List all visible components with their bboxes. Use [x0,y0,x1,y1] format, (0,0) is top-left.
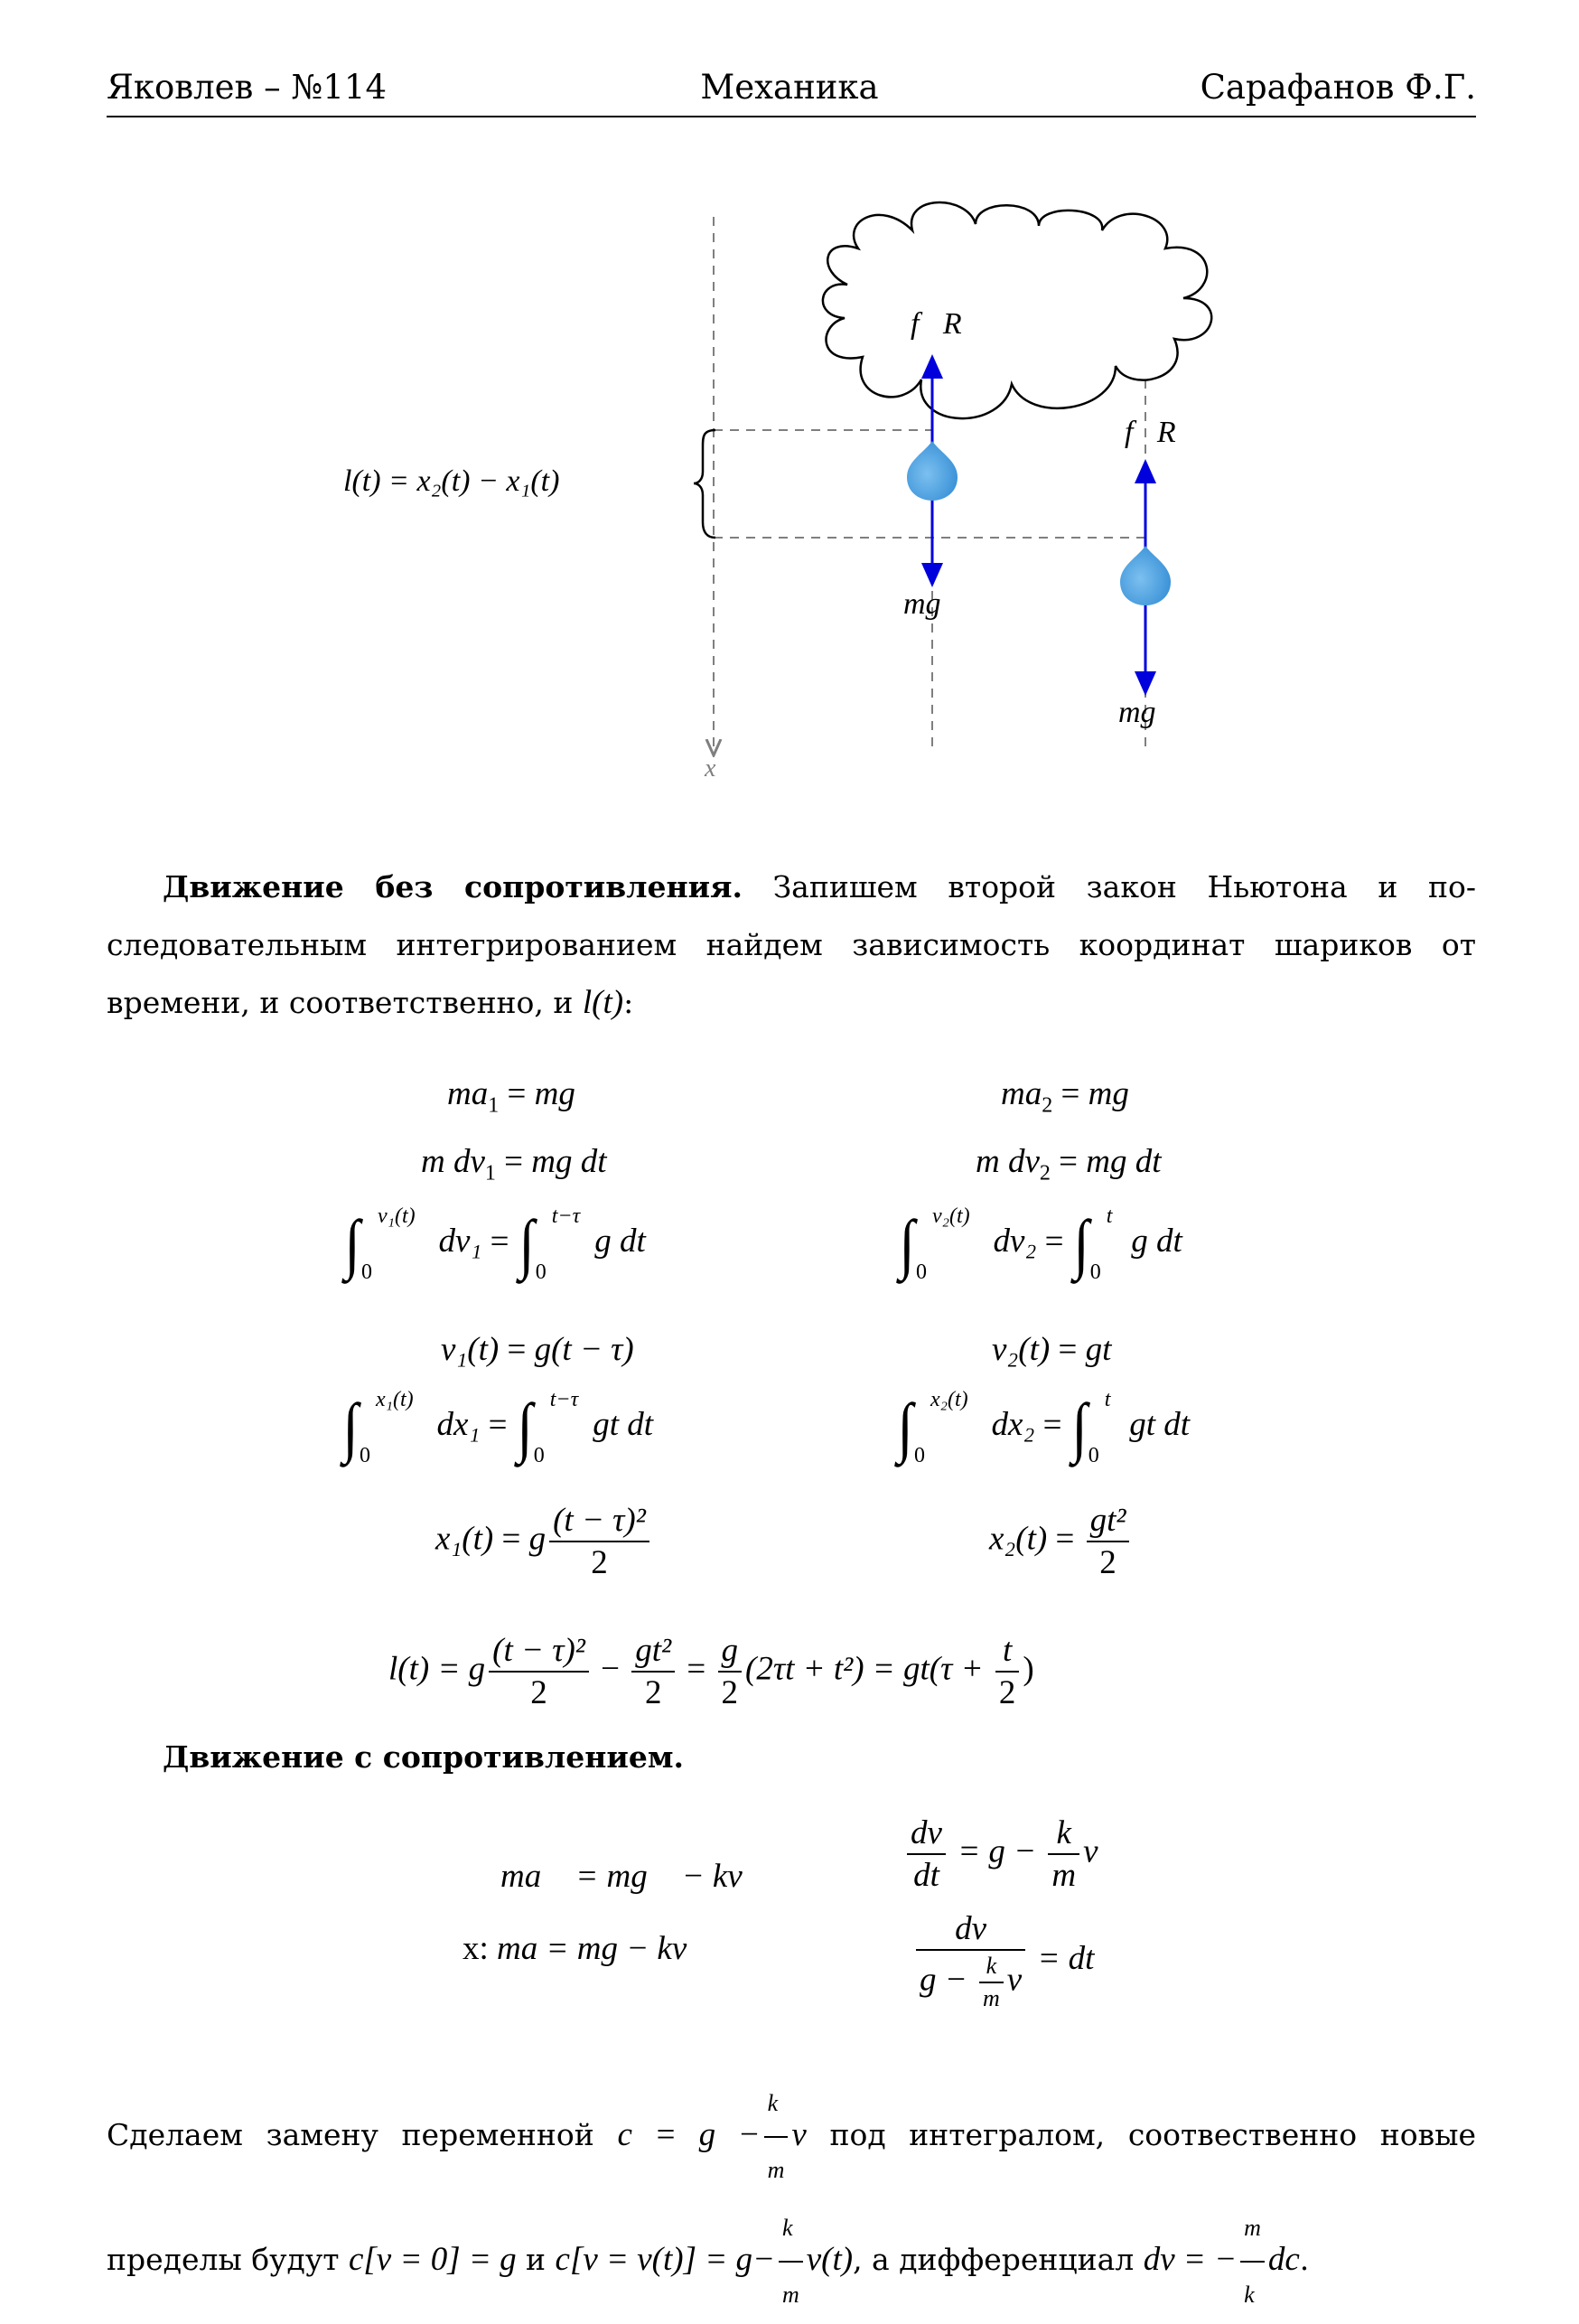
header-center: Механика [700,68,879,107]
eq-resist-separated: dv g − $\frac{k}{m}$ v = dt [912,1912,1094,2010]
eq-left-position: x₁(t) = g $\frac{\text{(t − τ)²}}{2}$ [435,1504,653,1579]
header-right: Сарафанов Ф.Г. [1200,68,1476,107]
eq-right-int-v: ∫ v₂(t) 0 dv₂ = ∫ t 0 g dt [899,1204,1182,1284]
section1-line1: Запишем второй закон Ньютона и по- [772,869,1476,904]
eq-right-int-x: ∫ x₂(t) 0 dx₂ = ∫ t 0 gt dt [897,1388,1191,1467]
eq-left-int-x: ∫ x₁(t) 0 dx₁ = ∫ t−τ 0 gt dt [342,1388,654,1467]
section2-heading: Движение с сопротивлением. [163,1739,685,1775]
eq-resist-projection: x: ma = mg − kv [462,1930,687,1967]
eq-result: l(t) = g $\frac{\text{(t − τ)²}}{2}$ − $\frac{\text{gt²}}{2}$ = $\frac{g}{2}$ (2τt + t²) = gt(τ + $\frac{t}{2}$ ) [388,1632,1034,1711]
eq-left-velocity: v₁(t) = g(t − τ) [441,1331,634,1368]
axis-label-x: x [705,754,716,782]
eq-right-diff: m $dv_2$ = mg dt [976,1143,1162,1185]
length-brace [694,430,715,538]
eq-right-position: x₂(t) = $\frac{\text{gt²}}{2}$ [989,1504,1133,1579]
section1-line3-text: времени, и соответственно, и [107,985,583,1020]
figure-svg [0,0,1579,813]
section1-heading: Движение без сопротивления. [163,869,743,904]
drop1-resistance-label: f⃗R [911,307,962,341]
section1-paragraph [107,858,1476,1032]
header-left: Яковлев – №114 [107,68,388,107]
eq-right-velocity: v₂(t) = gt [992,1331,1112,1368]
section3-paragraph: Сделаем замену переменной c = g − $\frac{k}{m}$ v под интегралом, соотвественно новые пределы будут c[v = 0] = g и c[v = v(t)] = g− $\frac{k}{m}$ v(t), а дифференциал dv = − $\frac{m}{k}$ dc. [107,2075,1476,2324]
section1-line3-math: l(t) [582,984,624,1021]
cloud [823,202,1211,418]
drop2-resistance-label: f⃗R [1125,416,1176,449]
section1-line2: следовательным интегрированием найдем зависимость координат шариков от [107,927,1476,962]
drop1-gravity-label: mg⃗ [903,587,965,621]
drop2 [1120,546,1171,605]
length-label: l(t) = x₂(t) − x₁(t) [343,464,560,498]
figure [0,0,1579,813]
drop2-gravity-label: mg⃗ [1118,696,1180,729]
eq-resist-dvdt: $\frac{dv}{dt}$ = g − $\frac{k}{m}$ v [903,1816,1098,1892]
eq-left-int-v: ∫ v₁(t) 0 dv₁ = ∫ t−τ 0 g dt [344,1204,646,1284]
eq-left-diff: m $dv_1$ = mg dt [421,1143,607,1185]
drop1 [907,441,958,501]
eq-resist-vector: ma⃗ = mg⃗ − kv⃗ [500,1858,769,1895]
eq-left-newton: $ma_1$ = mg [447,1075,575,1118]
section1-line3-end: : [623,985,634,1020]
eq-right-newton: $ma_2$ = mg [1001,1075,1129,1118]
